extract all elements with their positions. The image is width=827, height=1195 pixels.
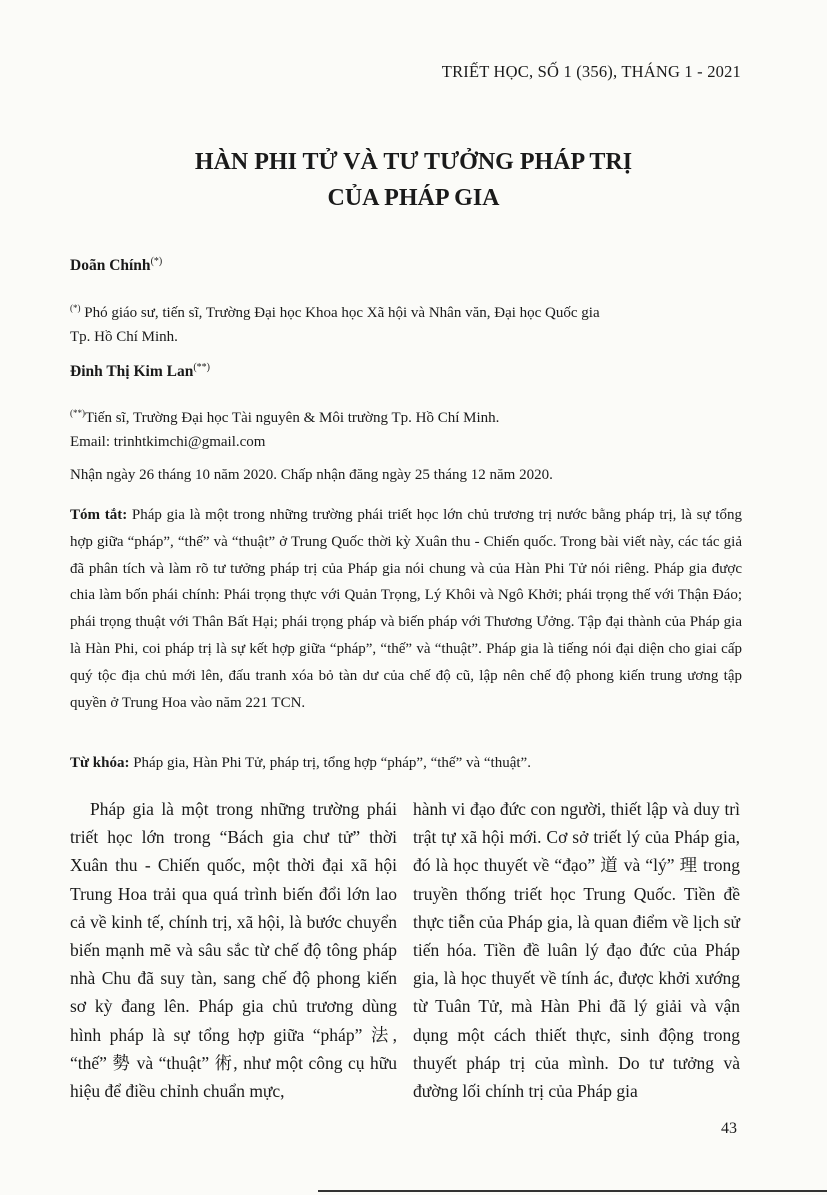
bottom-rule (318, 1190, 827, 1192)
keywords-label: Từ khóa: (70, 755, 130, 771)
page-number: 43 (721, 1120, 737, 1137)
author-1-mark: (*) (150, 256, 163, 267)
article-title (0, 144, 827, 216)
author-1 (70, 256, 162, 275)
author-1-affiliation (70, 296, 730, 349)
author-1-name: Doãn Chính (70, 257, 151, 275)
affil-1-line-2: Tp. Hồ Chí Minh. (70, 329, 178, 345)
abstract-text: Pháp gia là một trong những trường phái triết học lớn chủ trương trị nước bằng pháp trị, là sự tổng hợp giữa “pháp”, “thế” và “thuật” ở Trung Quốc thời kỳ Xuân thu - Chiến quốc. Trong bài viết này, các tác giả đã phân tích và làm rõ tư tưởng pháp trị của Pháp gia nói chung và của Hàn Phi Tử nói riêng. Pháp gia được chia làm bốn phái chính: Phái trọng thực với Quản Trọng, Lý Khôi và Ngô Khởi; phái trọng thế với Thận Đáo; phái trọng thuật với Thân Bất Hại; phái trọng pháp và biến pháp với Thương Ưởng. Tập đại thành của Pháp gia là Hàn Phi, coi pháp trị là sự kết hợp giữa “pháp”, “thế” và “thuật”. Pháp gia là tiếng nói đại diện cho giai cấp quý tộc địa chủ mới lên, đấu tranh xóa bỏ tàn dư của chế độ cũ, lập nên chế độ phong kiến trung ương tập quyền ở Trung Hoa vào năm 221 TCN. (70, 507, 742, 711)
body-column-right: hành vi đạo đức con người, thiết lập và duy trì trật tự xã hội mới. Cơ sở triết lý của Pháp gia, đó là học thuyết về “đạo” 道 và “lý” 理 trong truyền thống triết học Trung Quốc. Tiền đề thực tiễn của Pháp gia, là quan điểm về lịch sử tiến hóa. Tiền đề luân lý đạo đức của Pháp gia, là học thuyết về tính ác, được khởi xướng từ Tuân Tử, mà Hàn Phi đã lý giải và vận dụng một cách thiết thực, sinh động trong thuyết pháp trị của mình. Do tư tưởng và đường lối chính trị của Pháp gia (413, 799, 740, 1102)
author-2-affiliation (70, 401, 730, 454)
author-2-email: Email: trinhtkimchi@gmail.com (70, 434, 266, 450)
title-line-1: HÀN PHI TỬ VÀ TƯ TƯỞNG PHÁP TRỊ (194, 149, 633, 175)
received-dates: Nhận ngày 26 tháng 10 năm 2020. Chấp nhận đăng ngày 25 tháng 12 năm 2020. (70, 467, 553, 483)
affil-1-mark: (*) (70, 303, 81, 313)
affil-2-line-1: Tiến sĩ, Trường Đại học Tài nguyên & Môi trường Tp. Hồ Chí Minh. (85, 410, 500, 426)
keywords-text: Pháp gia, Hàn Phi Tử, pháp trị, tổng hợp “pháp”, “thế” và “thuật”. (129, 755, 531, 771)
author-2-mark: (**) (193, 362, 211, 373)
author-2 (70, 362, 210, 381)
affil-1-line-1: Phó giáo sư, tiến sĩ, Trường Đại học Khoa học Xã hội và Nhân văn, Đại học Quốc gia (80, 305, 600, 321)
author-2-name: Đinh Thị Kim Lan (70, 363, 194, 381)
body-column-left: Pháp gia là một trong những trường phái triết học lớn trong “Bách gia chư tử” thời Xuân thu - Chiến quốc, một thời đại xã hội Trung Hoa trải qua quá trình biến đổi lớn lao cả về kinh tế, chính trị, xã hội, là bước chuyển biến mạnh mẽ và sâu sắc từ chế độ tông pháp nhà Chu đã suy tàn, sang chế độ phong kiến sơ kỳ đang lên. Pháp gia chủ trương dùng hình pháp là sự tổng hợp giữa “pháp” 法, “thế” 勢 và “thuật” 術, như một công cụ hữu hiệu để điều chỉnh chuẩn mực, (70, 799, 397, 1102)
keywords (70, 755, 531, 772)
abstract-label: Tóm tắt: (70, 507, 128, 523)
title-line-2: CỦA PHÁP GIA (327, 185, 500, 211)
abstract (70, 502, 742, 716)
affil-2-mark: (**) (70, 408, 85, 418)
running-head: TRIẾT HỌC, SỐ 1 (356), THÁNG 1 - 2021 (441, 62, 741, 81)
